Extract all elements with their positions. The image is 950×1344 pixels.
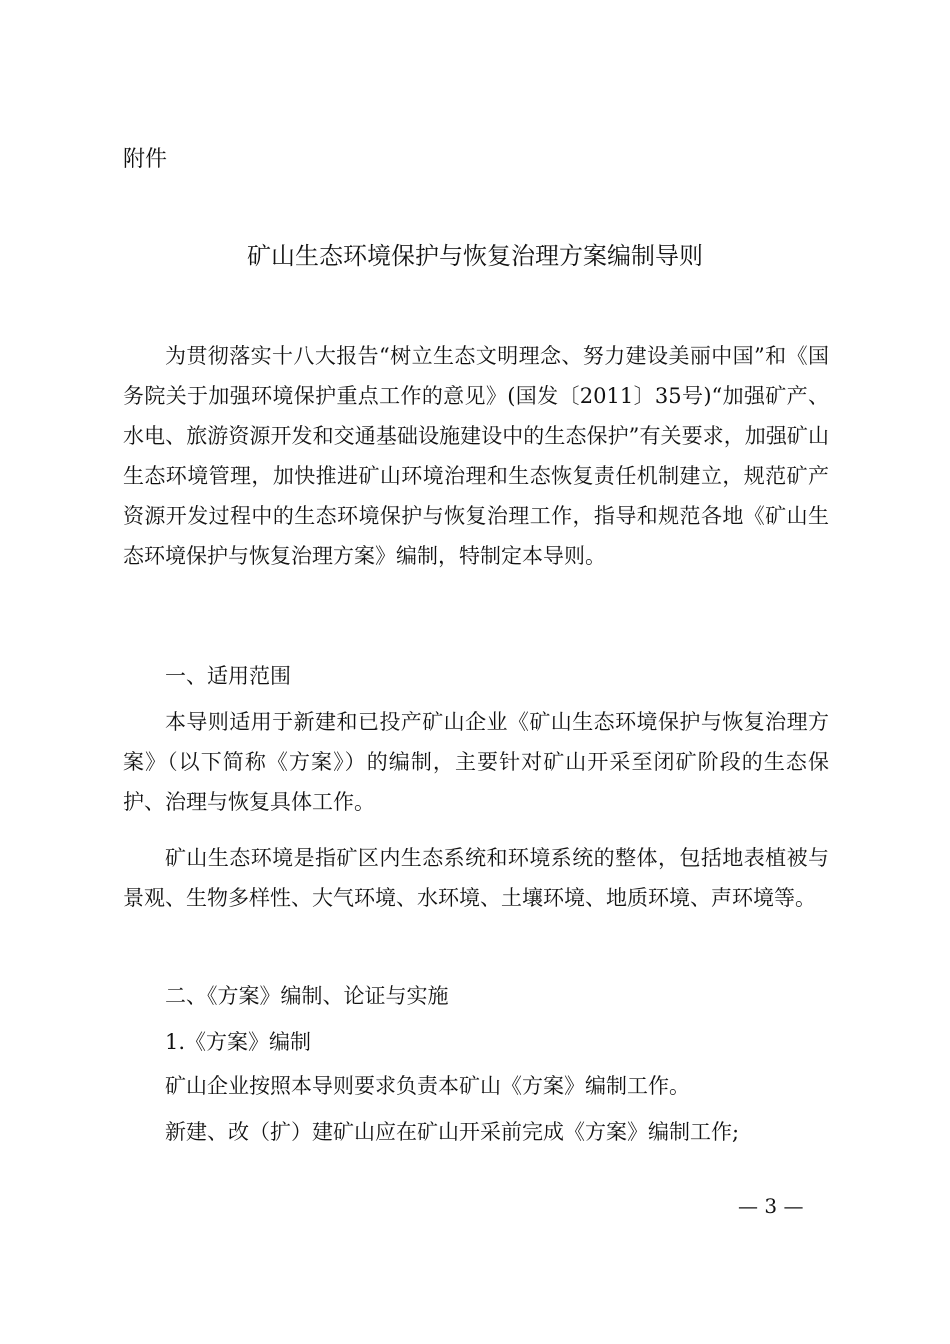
page-number: — 3 — [738, 1194, 804, 1218]
attachment-label: 附件 [123, 147, 168, 172]
new-mines-paragraph: 新建、改（扩）建矿山应在矿山开采前完成《方案》编制工作; [165, 1120, 740, 1144]
intro-paragraph: 为贯彻落实十八大报告“树立生态文明理念、努力建设美丽中国”和《国务院关于加强环境保护重点工作的意见》(国发〔2011〕35号)“加强矿产、水电、旅游资源开发和交通基础设施建设中的生态保护”有关要求，加强矿山生态环境管理，加快推进矿山环境治理和生态恢复责任机制建立，规范矿产资源开发过程中的生态环境保护与恢复治理工作，指导和规范各地《矿山生态环境保护与恢复治理方案》编制，特制定本导则。 [123, 344, 829, 568]
definition-paragraph: 矿山生态环境是指矿区内生态系统和环境系统的整体，包括地表植被与景观、生物多样性、大气环境、水环境、土壤环境、地质环境、声环境等。 [123, 846, 829, 910]
scope-paragraph: 本导则适用于新建和已投产矿山企业《矿山生态环境保护与恢复治理方案》（以下简称《方案》）的编制，主要针对矿山开采至闭矿阶段的生态保护、治理与恢复具体工作。 [123, 710, 829, 814]
section-heading-scope: 一、适用范围 [165, 664, 291, 688]
subsection-heading-compilation: 1.《方案》编制 [165, 1030, 312, 1054]
document-title: 矿山生态环境保护与恢复治理方案编制导则 [247, 242, 703, 270]
responsibility-paragraph: 矿山企业按照本导则要求负责本矿山《方案》编制工作。 [165, 1074, 690, 1098]
section-heading-compilation: 二、《方案》编制、论证与实施 [165, 984, 449, 1008]
